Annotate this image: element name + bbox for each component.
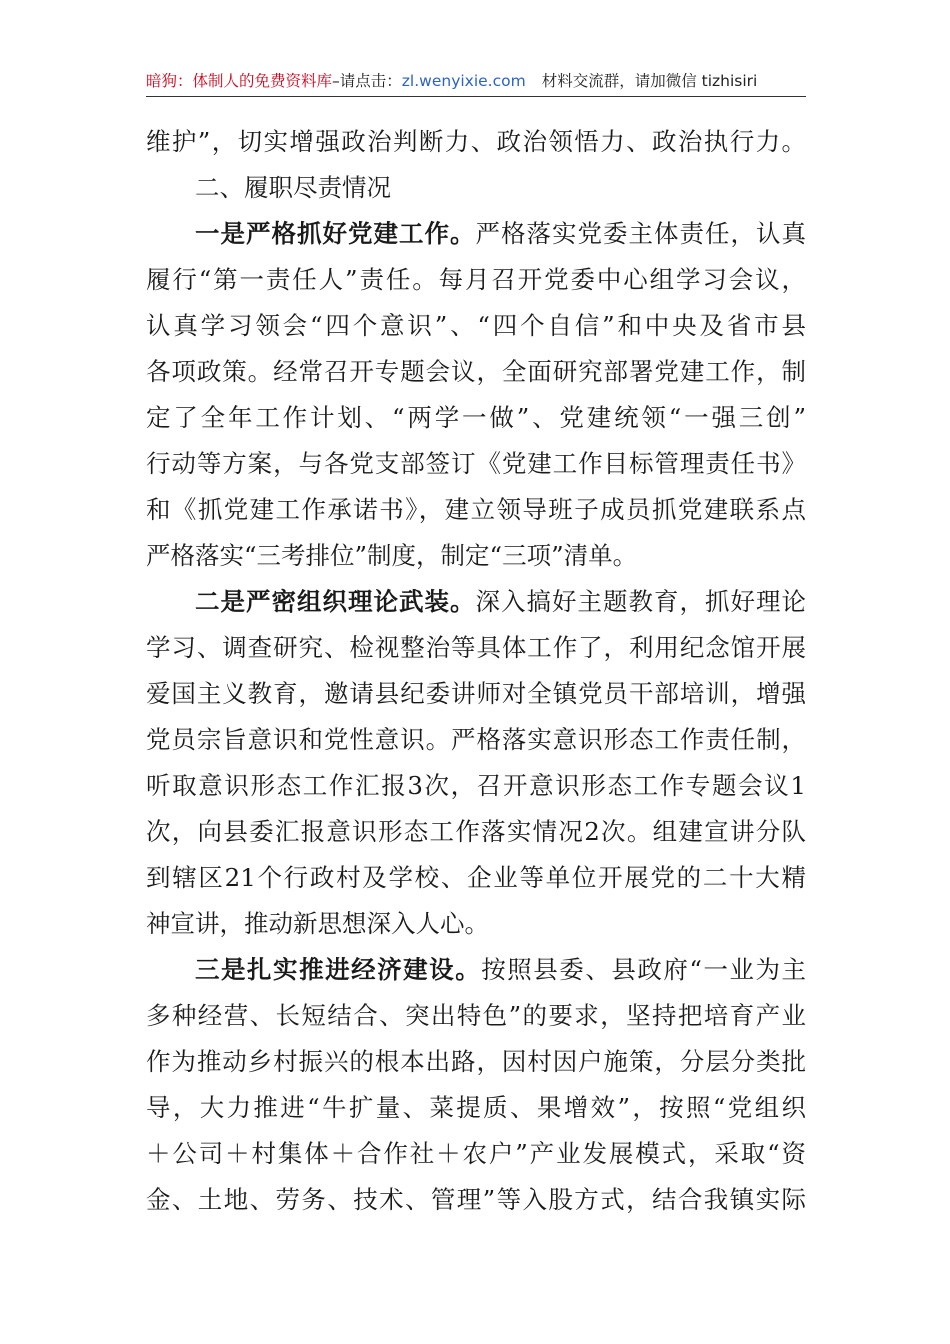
header-url-link[interactable]: zl.wenyixie.com: [401, 72, 526, 90]
text-line: 党员宗旨意识和党性意识。严格落实意识形态工作责任制，: [146, 725, 806, 754]
text-line: 神宣讲，推动新思想深入人心。: [146, 909, 489, 938]
page-header: [146, 66, 806, 97]
text-line: 导，大力推进“牛扩量、菜提质、果增效”，按照“党组织: [146, 1093, 806, 1122]
text-line: ＋公司＋村集体＋合作社＋农户”产业发展模式，采取“资: [146, 1139, 806, 1168]
paragraph-1-lead: 一是严格抓好党建工作。: [195, 219, 476, 248]
text-line: 深入搞好主题教育，抓好理论: [475, 587, 806, 616]
text-line: 维护”，切实增强政治判断力、政治领悟力、政治执行力。: [146, 127, 806, 156]
paragraph-2-lead: 二是严密组织理论武装。: [195, 587, 476, 616]
text-line: 行动等方案，与各党支部签订《党建工作目标管理责任书》: [146, 449, 806, 478]
text-line: 学习、调查研究、检视整治等具体工作了，利用纪念馆开展: [146, 633, 806, 662]
text-line: 听取意识形态工作汇报3次，召开意识形态工作专题会议1: [146, 771, 806, 800]
section-heading: 二、履职尽责情况: [195, 173, 391, 202]
text-line: 金、土地、劳务、技术、管理”等入股方式，结合我镇实际: [146, 1185, 806, 1214]
text-line: 次，向县委汇报意识形态工作落实情况2次。组建宣讲分队: [146, 817, 806, 846]
text-line: 爱国主义教育，邀请县纪委讲师对全镇党员干部培训，增强: [146, 679, 806, 708]
text-line: 作为推动乡村振兴的根本出路，因村因户施策，分层分类批: [146, 1047, 806, 1076]
text-line: 定了全年工作计划、“两学一做”、党建统领“一强三创”: [146, 403, 806, 432]
document-body: [146, 119, 806, 1223]
text-line: 到辖区21个行政村及学校、企业等单位开展党的二十大精: [146, 863, 806, 892]
text-line: 多种经营、长短结合、突出特色”的要求，坚持把培育产业: [146, 1001, 806, 1030]
text-line: 和《抓党建工作承诺书》，建立领导班子成员抓党建联系点: [146, 495, 806, 524]
paragraph-3-first-line: [146, 947, 806, 993]
text-line: 严格落实党委主体责任，认真: [475, 219, 806, 248]
text-line: 认真学习领会“四个意识”、“四个自信”和中央及省市县: [146, 311, 806, 340]
text-line: 各项政策。经常召开专题会议，全面研究部署党建工作，制: [146, 357, 806, 386]
header-contact: 材料交流群，请加微信 tizhisiri: [541, 72, 758, 90]
text-line: 履行“第一责任人”责任。每月召开党委中心组学习会议，: [146, 265, 806, 294]
header-brand: 暗狗：体制人的免费资料库: [146, 72, 333, 90]
text-line: 严格落实“三考排位”制度，制定“三项”清单。: [146, 541, 638, 570]
paragraph-2-first-line: [146, 579, 806, 625]
paragraph-3-lead: 三是扎实推进经济建设。: [195, 955, 482, 984]
paragraph-1-first-line: [146, 211, 806, 257]
header-prompt: –请点击：: [332, 72, 402, 90]
text-line: 按照县委、县政府“一业为主: [481, 955, 806, 984]
